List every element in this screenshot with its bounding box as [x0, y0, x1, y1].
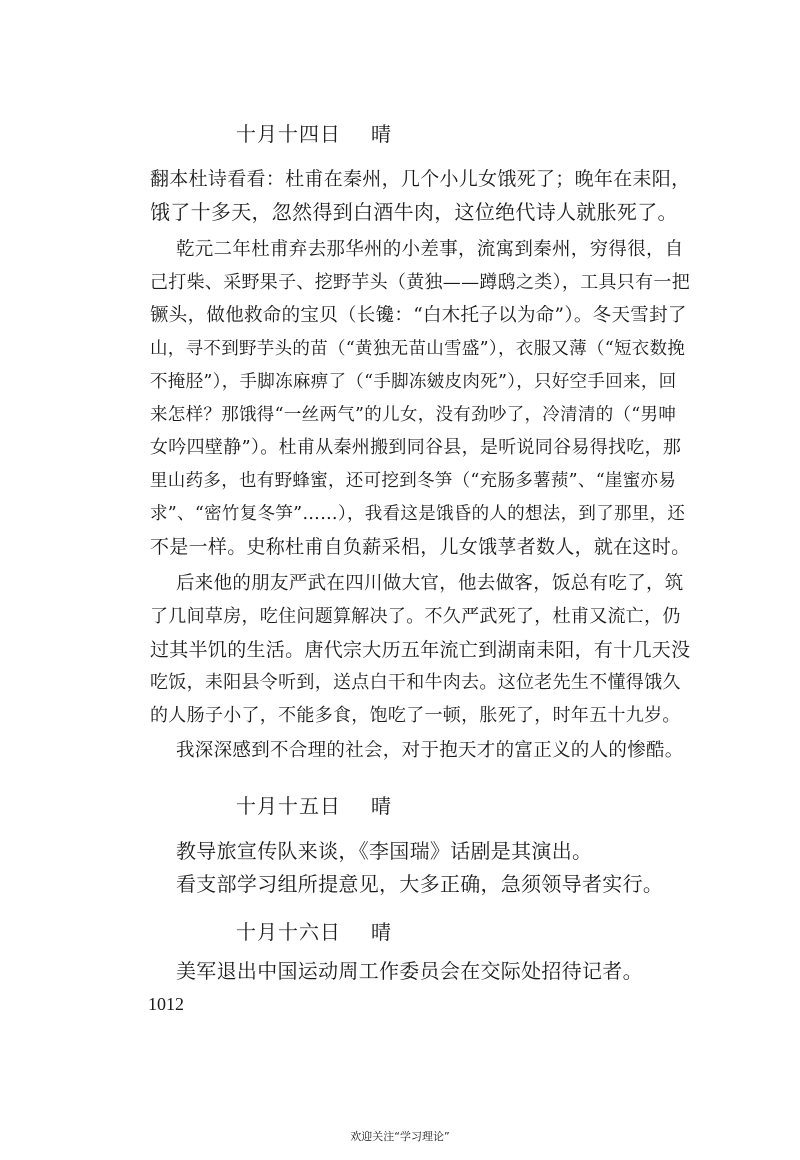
paragraph-line: 吃饭，耒阳县令听到，送点白干和牛肉去。这位老先生不懂得饿久: [150, 672, 681, 693]
paragraph-line: 不掩胫”），手脚冻麻痹了（“手脚冻皴皮肉死”），只好空手回来，回: [150, 372, 677, 392]
paragraph-line: 后来他的朋友严武在四川做大官，他去做客，饭总有吃了，筑: [176, 573, 684, 594]
paragraph-line: 翻本杜诗看看：杜甫在秦州，几个小儿女饿死了；晚年在耒阳，: [150, 168, 691, 190]
paragraph-line: 己打柴、采野果子、挖野芋头（黄独——蹲鸱之类），工具只有一把: [150, 272, 690, 293]
paragraph-line: 山，寻不到野芋头的苗（“黄独无苗山雪盛”），衣服又薄（“短衣数挽: [150, 339, 686, 359]
paragraph-line: 求”、“密竹复冬笋”……），我看这是饿昏的人的想法，到了那里，还: [150, 504, 686, 524]
paragraph-line: 看支部学习组所提意见，大多正确，急须领导者实行。: [176, 872, 664, 896]
paragraph-line: 过其半饥的生活。唐代宗大历五年流亡到湖南耒阳，有十几天没: [150, 639, 691, 661]
entry-weather: 晴: [371, 920, 392, 944]
paragraph-line: 的人肠子小了，不能多食，饱吃了一顿，胀死了，时年五十九岁。: [150, 705, 681, 726]
paragraph-line: 女吟四壁静”）。杜甫从秦州搬到同谷县，是听说同谷易得找吃，那: [150, 437, 682, 458]
paragraph-line: 乾元二年杜甫弃去那华州的小差事，流寓到秦州，穷得很，自: [176, 239, 684, 260]
entry-date: 十月十五日: [236, 794, 341, 818]
entry-heading-oct16: [236, 916, 392, 945]
paragraph-line: 来怎样？那饿得“一丝两气”的儿女，没有劲吵了，冷清清的（“男呻: [150, 405, 677, 425]
entry-date: 十月十四日: [236, 122, 341, 146]
paragraph-line: 美军退出中国运动周工作委员会在交际处招待记者。: [176, 959, 643, 983]
footer-note: 欢迎关注“学习理论”: [350, 1130, 450, 1143]
paragraph-line: 我深深感到不合理的社会，对于抱天才的富正义的人的惨酷。: [176, 740, 684, 761]
paragraph-line: 教导旅宣传队来谈，《李国瑞》话剧是其演出。: [176, 839, 593, 863]
entry-date: 十月十六日: [236, 920, 341, 944]
entry-heading-oct14: [236, 118, 392, 147]
paragraph-line: 了几间草房，吃住问题算解决了。不久严武死了，杜甫又流亡，仍: [150, 606, 681, 627]
paragraph-line: 里山药多，也有野蜂蜜，还可挖到冬笋（“充肠多薯蓣”、“崖蜜亦易: [150, 471, 677, 491]
page-number: 1012: [148, 994, 184, 1014]
entry-weather: 晴: [371, 794, 392, 818]
paragraph-line: 镢头，做他救命的宝贝（长镵：“白木托子以为命”）。冬天雪封了: [150, 305, 687, 326]
entry-weather: 晴: [371, 122, 392, 146]
paragraph-line: 饿了十多天，忽然得到白酒牛肉，这位绝代诗人就胀死了。: [150, 200, 678, 224]
entry-heading-oct15: [236, 790, 392, 819]
paragraph-line: 不是一样。史称杜甫自负薪采梠，儿女饿莩者数人，就在这时。: [150, 536, 691, 558]
